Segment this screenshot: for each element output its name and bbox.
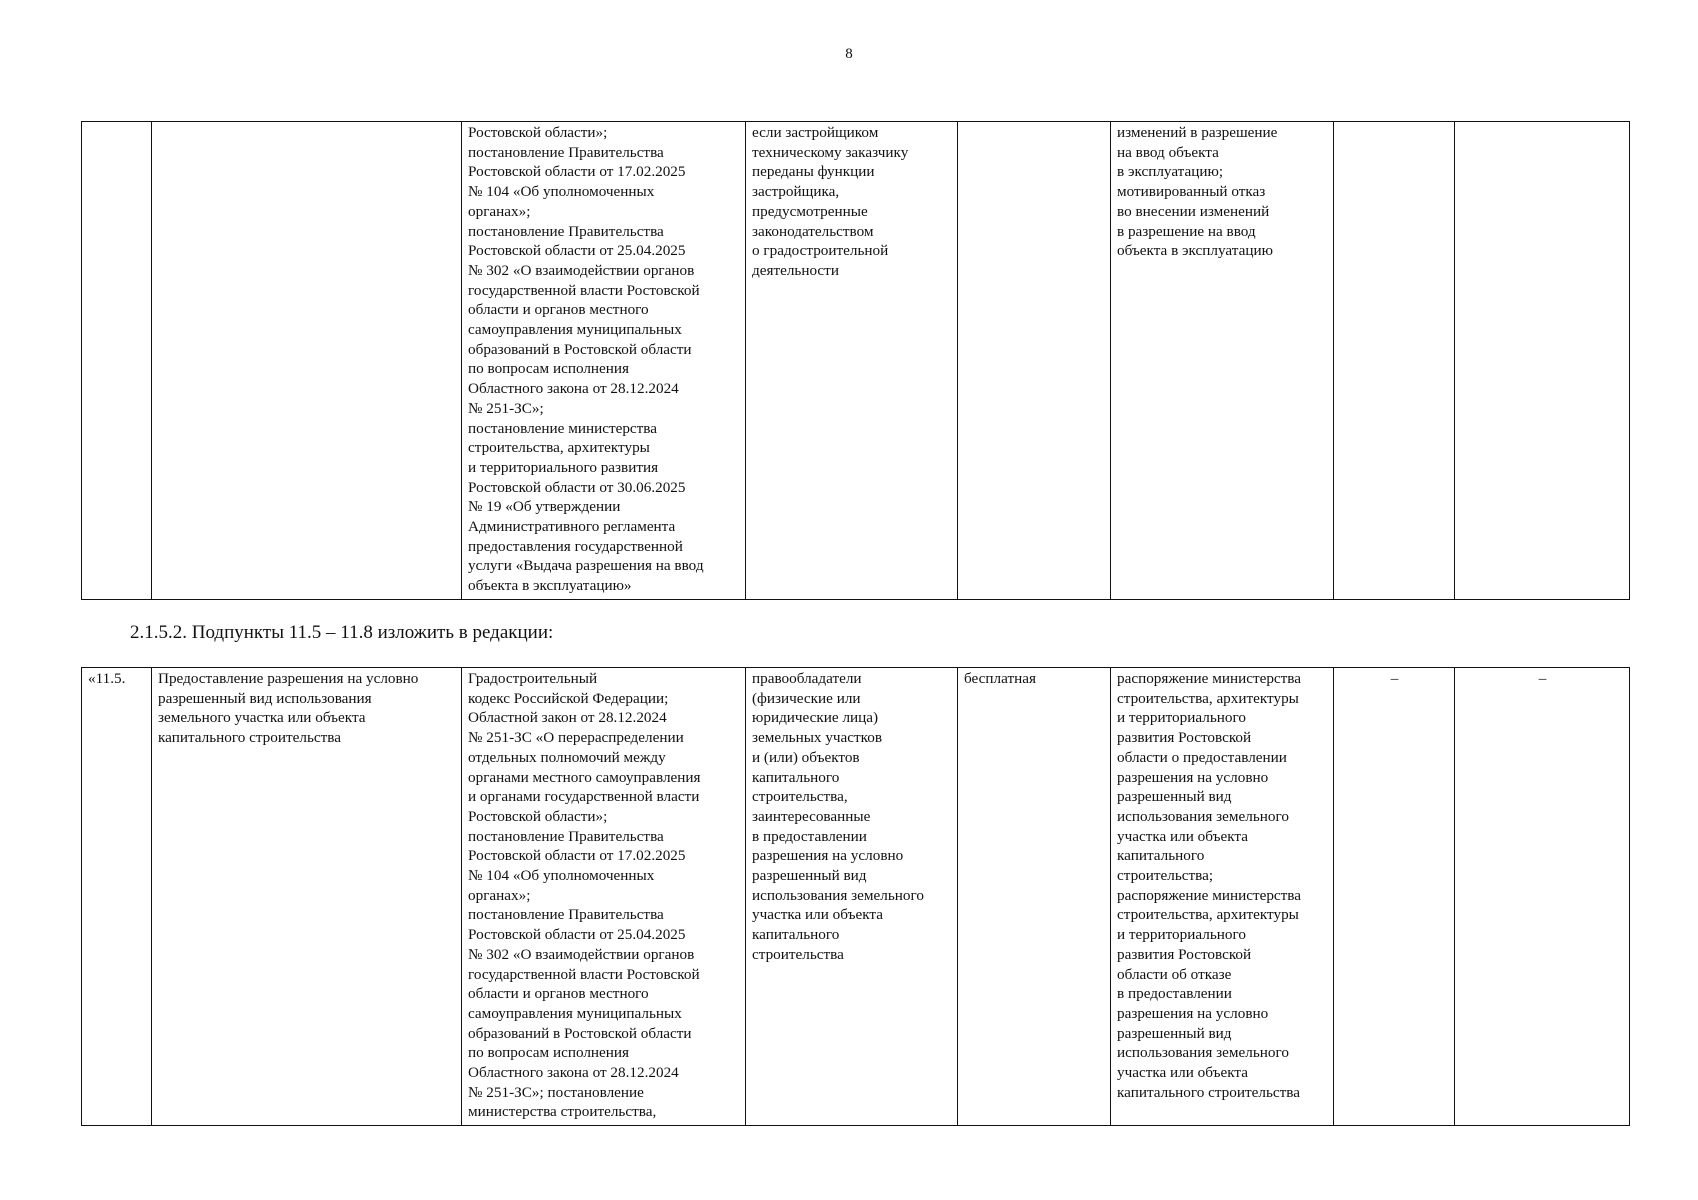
cell-service-name: Предоставление разрешения на условно разрешенный вид использования земельного участка или объекта капитального строительства — [152, 668, 462, 1126]
cell-col8 — [1455, 122, 1630, 600]
cell-legal-basis: Ростовской области»; постановление Правительства Ростовской области от 17.02.2025 № 104 «Об уполномоченных органах»; постановление Правительства Ростовской области от 25.04.2025 № 302 «О взаимодействии органов государственной власти Ростовской области и органов местного самоуправления муниципальных образований в Ростовской области по вопросам исполнения Областного закона от 28.12.2024 № 251-ЗС»; постановление министерства строительства, архитектуры и территориального развития Ростовской области от 30.06.2025 № 19 «Об утверждении Административного регламента предоставления государственной услуги «Выдача разрешения на ввод объекта в эксплуатацию» — [462, 122, 746, 600]
cell-number: «11.5. — [82, 668, 152, 1126]
cell-result: изменений в разрешение на ввод объекта в эксплуатацию; мотивированный отказ во внесении изменений в разрешение на ввод объекта в эксплуатацию — [1111, 122, 1334, 600]
cell-applicants: правообладатели (физические или юридические лица) земельных участков и (или) объектов капитального строительства, заинтересованные в предоставлении разрешения на условно разрешенный вид использования земельного участка или объекта капитального строительства — [746, 668, 958, 1126]
table-row — [82, 668, 1630, 1126]
services-table-continued — [81, 121, 1630, 600]
cell-number — [82, 122, 152, 600]
page-number: 8 — [845, 46, 853, 62]
cell-legal-basis: Градостроительный кодекс Российской Федерации; Областной закон от 28.12.2024 № 251-ЗС «О перераспределении отдельных полномочий между органами местного самоуправления и органами государственной власти Ростовской области»; постановление Правительства Ростовской области от 17.02.2025 № 104 «Об уполномоченных органах»; постановление Правительства Ростовской области от 25.04.2025 № 302 «О взаимодействии органов государственной власти Ростовской области и органов местного самоуправления муниципальных образований в Ростовской области по вопросам исполнения Областного закона от 28.12.2024 № 251-ЗС»; постановление министерства строительства, — [462, 668, 746, 1126]
cell-col8: – — [1455, 668, 1630, 1126]
cell-applicants: если застройщиком техническому заказчику переданы функции застройщика, предусмотренные законодательством о градостроительной деятельности — [746, 122, 958, 600]
section-heading: 2.1.5.2. Подпункты 11.5 – 11.8 изложить в редакции: — [130, 622, 554, 643]
cell-fee — [958, 122, 1111, 600]
cell-service-name — [152, 122, 462, 600]
cell-col7: – — [1334, 668, 1455, 1126]
cell-result: распоряжение министерства строительства, архитектуры и территориального развития Ростовской области о предоставлении разрешения на условно разрешенный вид использования земельного участка или объекта капитального строительства; распоряжение министерства строительства, архитектуры и территориального развития Ростовской области об отказе в предоставлении разрешения на условно разрешенный вид использования земельного участка или объекта капитального строительства — [1111, 668, 1334, 1126]
cell-fee: бесплатная — [958, 668, 1111, 1126]
services-table-new — [81, 667, 1630, 1126]
table-row — [82, 122, 1630, 600]
cell-col7 — [1334, 122, 1455, 600]
